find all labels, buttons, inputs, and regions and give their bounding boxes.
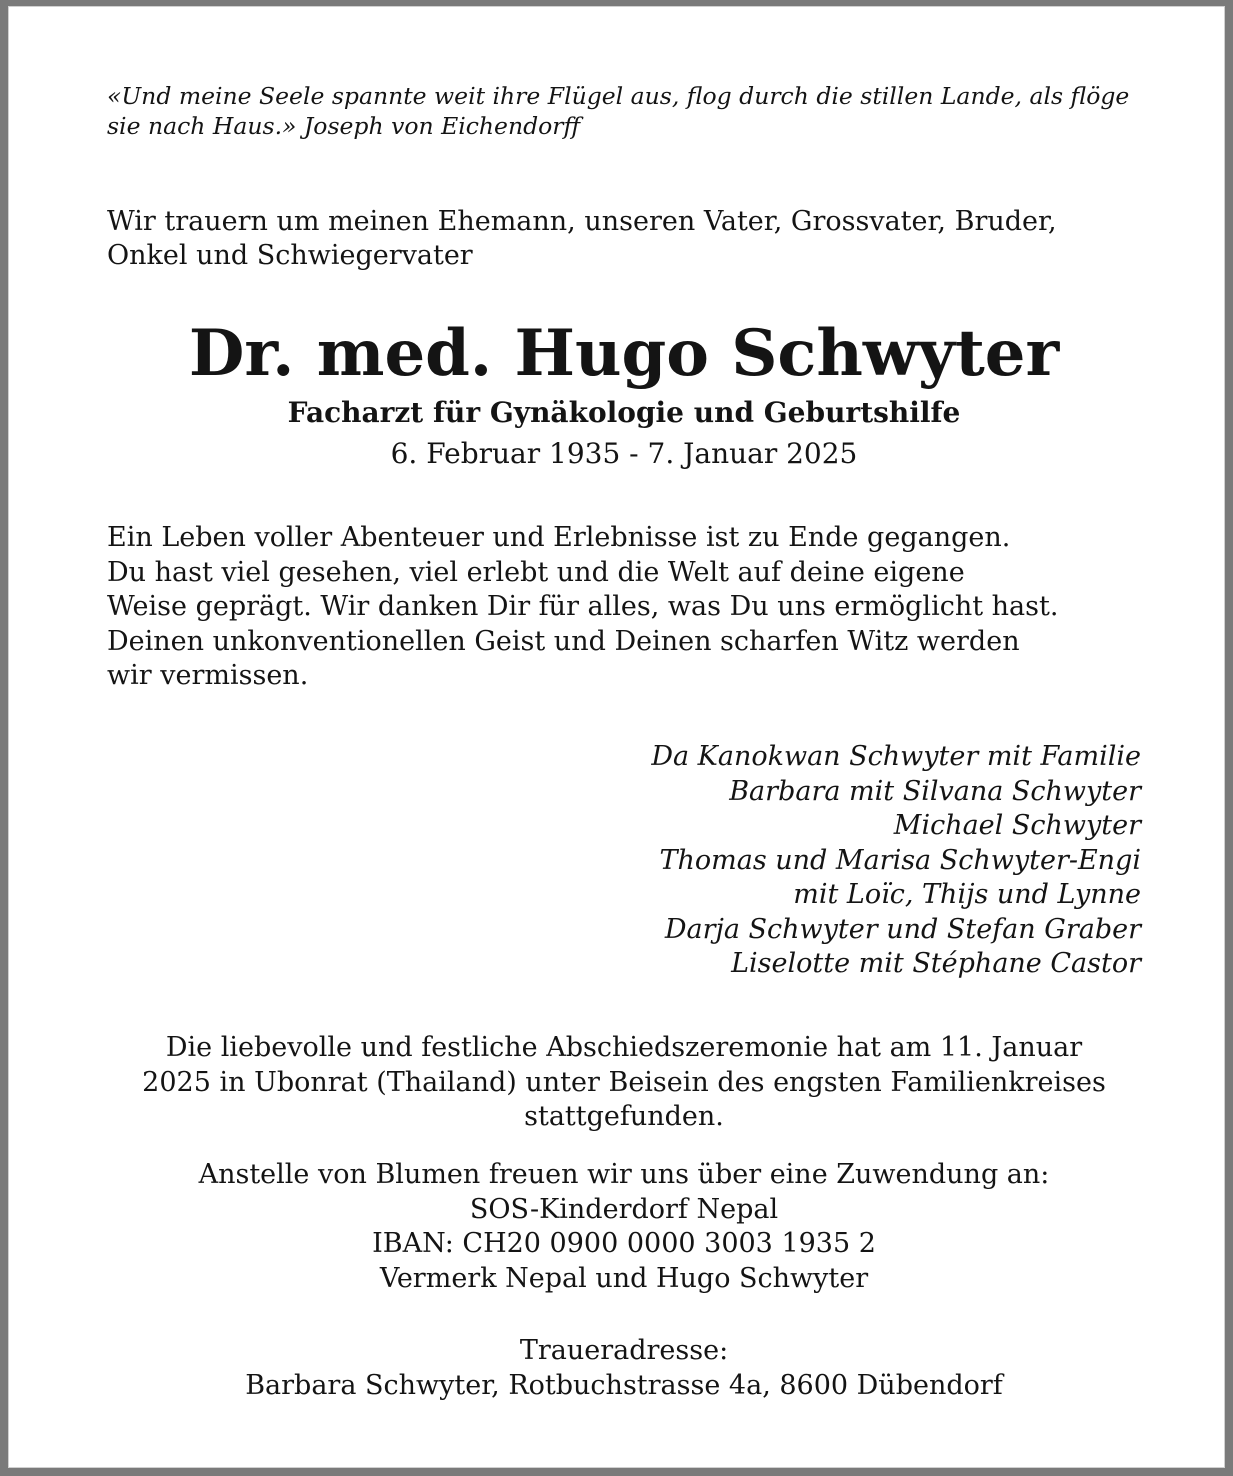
tribute-line-4	[107, 625, 1141, 660]
ceremony-line-3: stattgefunden.	[524, 1101, 724, 1132]
mourner-entry: Darja Schwyter und Stefan Graber	[664, 913, 1141, 945]
quote-line-1: «Und meine Seele spannte weit ihre Flügel aus, flog durch die stillen Lande, als flöge	[107, 82, 1130, 110]
mourner-entry: Thomas und Marisa Schwyter-Engi	[659, 844, 1141, 876]
donation-reference: Vermerk Nepal und Hugo Schwyter	[379, 1262, 869, 1294]
quote-line-2: sie nach Haus.» Joseph von Eichendorff	[107, 112, 581, 140]
deceased-name: Dr. med. Hugo Schwyter	[188, 316, 1060, 391]
mourning-intro	[107, 205, 1141, 273]
deceased-profession: Facharzt für Gynäkologie und Geburtshilfe	[287, 396, 961, 429]
address-value: Barbara Schwyter, Rotbuchstrasse 4a, 8600 Dübendorf	[245, 1369, 1003, 1401]
ceremony-line-1: Die liebevolle und festliche Abschiedszeremonie hat am 11. Januar	[165, 1032, 1083, 1063]
epigraph-quote	[107, 81, 1141, 141]
tribute-line-3: Weise geprägt. Wir danken Dir für alles, was Du uns ermöglicht hast.	[107, 591, 1059, 622]
mourner-entry: Liselotte mit Stéphane Castor	[731, 948, 1141, 979]
mourner-entry: Da Kanokwan Schwyter mit Familie	[651, 741, 1141, 772]
tribute-line-4-text: Deinen unkonventionellen Geist und Deinen scharfen Witz werden	[107, 625, 1020, 657]
intro-line-2: Onkel und Schwiegervater	[107, 240, 473, 271]
ceremony-line-2: 2025 in Ubonrat (Thailand) unter Beisein des engsten Familienkreises	[142, 1066, 1106, 1098]
life-dates: 6. Februar 1935 - 7. Januar 2025	[390, 437, 858, 470]
ceremony-note	[107, 1031, 1141, 1135]
intro-line-1: Wir trauern um meinen Ehemann, unseren Vater, Grossvater, Bruder,	[107, 206, 1057, 237]
donation-recipient: SOS-Kinderdorf Nepal	[469, 1193, 779, 1225]
donation-iban: IBAN: CH20 0900 0000 3003 1935 2	[372, 1228, 876, 1259]
mourner-entry: mit Loïc, Thijs und Lynne	[793, 879, 1141, 910]
mourning-address	[107, 1334, 1141, 1403]
mourners-list	[441, 740, 1141, 982]
donation-line-1: Anstelle von Blumen freuen wir uns über eine Zuwendung an:	[198, 1159, 1050, 1190]
address-label: Traueradresse:	[519, 1335, 729, 1366]
tribute-line-2: Du hast viel gesehen, viel erlebt und die Welt auf deine eigene	[107, 556, 965, 588]
mourner-entry: Barbara mit Silvana Schwyter	[729, 775, 1141, 807]
mourner-entry: Michael Schwyter	[893, 810, 1141, 841]
tribute-line-5: wir vermissen.	[107, 660, 309, 691]
tribute-line-1: Ein Leben voller Abenteuer und Erlebnisse ist zu Ende gegangen.	[107, 522, 1011, 553]
tribute-text	[107, 521, 1141, 694]
donation-note	[107, 1158, 1141, 1296]
